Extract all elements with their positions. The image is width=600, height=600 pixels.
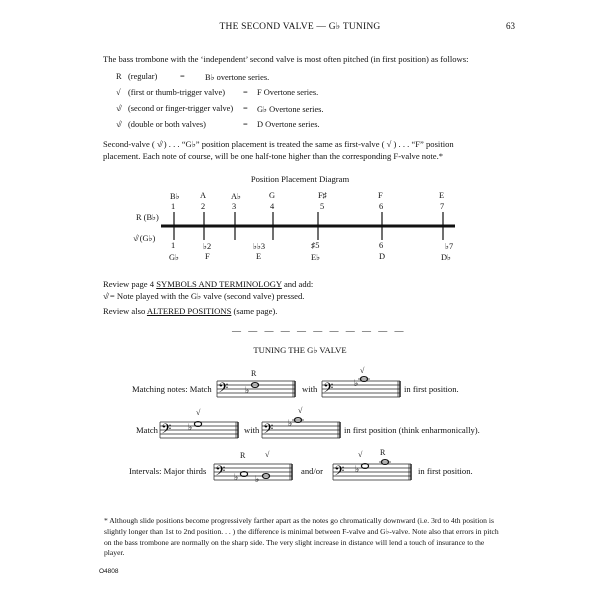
bottom-position: 1 (171, 241, 176, 250)
valve-row-symbol: √ (116, 88, 121, 97)
valve-row-eq: = (180, 72, 185, 81)
review-text: Review also (103, 306, 147, 316)
valve-row-label: (regular) (128, 72, 158, 81)
svg-text:♭: ♭ (255, 475, 260, 485)
top-position: 6 (379, 202, 384, 211)
svg-text:♭: ♭ (355, 465, 360, 475)
staff-example-2b (262, 416, 342, 446)
symbols-terminology-link[interactable]: SYMBOLS AND TERMINOLOGY (156, 279, 282, 289)
review-line-1 (103, 278, 313, 290)
top-position: 3 (232, 202, 237, 211)
svg-text:𝄢: 𝄢 (334, 463, 345, 482)
top-position: 5 (320, 202, 325, 211)
page-number: 63 (506, 21, 515, 31)
valve-row-symbol: R (116, 72, 122, 81)
example-2-label: Match (136, 425, 158, 435)
mark-valve: √ (298, 406, 303, 415)
svg-text:♭: ♭ (188, 423, 193, 433)
example-3-andor: and/or (301, 466, 323, 476)
row-label-gflat: √̸ (G♭) (133, 234, 156, 243)
valve-row-series: B♭ overtone series. (205, 73, 270, 82)
svg-text:𝄢: 𝄢 (323, 380, 334, 399)
top-position: 2 (201, 202, 206, 211)
section-divider: — — — — — — — — — — — (232, 326, 406, 336)
top-note: G (269, 191, 276, 200)
bottom-note: E (256, 252, 262, 261)
review-text: Review page 4 (103, 279, 157, 289)
second-valve-line-2: placement. Each note of course, will be one half-tone higher than the corresponding F-valve note.* (103, 151, 444, 161)
publisher-code: O4808 (99, 568, 119, 575)
example-1-label: Matching notes: Match (132, 384, 212, 394)
top-position: 4 (270, 202, 275, 211)
valve-row-eq: = (243, 104, 248, 113)
svg-text:𝄢: 𝄢 (263, 421, 274, 440)
top-position: 7 (440, 202, 445, 211)
review-line-2: √̸ = Note played with the G♭ valve (second valve) pressed. (103, 291, 305, 301)
example-3-label: Intervals: Major thirds (129, 466, 207, 476)
example-1-after: in first position. (404, 384, 459, 394)
top-note: E (439, 191, 445, 200)
valve-row-series: G♭ Overtone series. (257, 105, 324, 114)
valve-row-label: (second or finger-trigger valve) (128, 104, 234, 113)
valve-row-symbol: √̸ (116, 104, 121, 113)
review-text: and add: (281, 279, 314, 289)
top-note: A (200, 191, 207, 200)
altered-positions-link[interactable]: ALTERED POSITIONS (146, 306, 232, 316)
mark-regular: R (251, 369, 257, 378)
staff-example-1b (322, 375, 402, 405)
mark-valve: √ (358, 450, 363, 459)
svg-text:♭: ♭ (354, 379, 359, 389)
svg-text:♭: ♭ (288, 419, 293, 429)
example-3-after: in first position. (418, 466, 473, 476)
row-label-r: R (B♭) (136, 213, 159, 222)
staff-example-2a (160, 416, 240, 446)
bottom-note: E♭ (311, 253, 321, 262)
bottom-note: F (205, 252, 210, 261)
bottom-position: ♭7 (445, 242, 454, 251)
valve-row-eq: = (243, 88, 248, 97)
top-note: F (378, 191, 383, 200)
footnote: * Although slide positions become progressively farther apart as the notes go chromatically downward (i.e. 3rd to 4th position is slightly longer than 1st to 2nd position. . . ) the difference is minimal between F-valve and G♭-valve. Note also that errors in pitch on the bass trombone are normally on the sharp side. The very slight increase in distance will lend a touch of insurance to the player. (104, 516, 499, 558)
svg-text:♭: ♭ (245, 386, 250, 396)
top-note: B♭ (170, 192, 180, 201)
bottom-position: ♭♭3 (253, 242, 266, 251)
example-2-with: with (244, 425, 260, 435)
valve-row-eq: = (243, 120, 248, 129)
intro-text: The bass trombone with the ‘independent’ second valve is most often pitched (in first position) as follows: (103, 54, 469, 64)
top-position: 1 (171, 202, 176, 211)
mark-regular: R (380, 448, 386, 457)
valve-row-series: D Overtone series. (257, 120, 320, 129)
page-title: THE SECOND VALVE — G♭ TUNING (219, 22, 381, 32)
example-2-after: in first position (think enharmonically). (344, 425, 480, 435)
mark-valve: √ (360, 366, 365, 375)
mark-valve: √ (265, 450, 270, 459)
review-line-3 (103, 305, 277, 317)
svg-text:𝄢: 𝄢 (161, 421, 172, 440)
bottom-note: G♭ (169, 253, 179, 262)
svg-text:𝄢: 𝄢 (215, 463, 226, 482)
bottom-note: D (379, 252, 386, 261)
top-note: A♭ (231, 192, 241, 201)
review-text: (same page). (231, 306, 278, 316)
valve-row-symbol: √̸ (116, 120, 121, 129)
position-diagram (0, 190, 600, 270)
valve-row-label: (first or thumb-trigger valve) (128, 88, 225, 97)
valve-row-series: F Overtone series. (257, 88, 319, 97)
tuning-heading: TUNING THE G♭ VALVE (253, 345, 347, 355)
top-note: F♯ (318, 191, 327, 200)
bottom-note: D♭ (441, 253, 451, 262)
svg-text:♭: ♭ (234, 473, 239, 483)
bottom-position: 6 (379, 241, 384, 250)
diagram-title: Position Placement Diagram (250, 174, 350, 184)
bottom-position: ♭2 (203, 242, 212, 251)
mark-regular: R (240, 451, 246, 460)
mark-valve: √ (196, 408, 201, 417)
svg-text:𝄢: 𝄢 (218, 380, 229, 399)
example-1-with: with (302, 384, 318, 394)
valve-row-label: (double or both valves) (128, 120, 206, 129)
bottom-position: ♯5 (311, 241, 320, 250)
second-valve-line-1: Second-valve ( √̸ ) . . . “G♭” position placement is treated the same as first-valve ( √ ) . . . “F” position (103, 139, 454, 149)
staff-example-1a (217, 375, 297, 405)
staff-example-3a (214, 458, 294, 488)
staff-example-3b (333, 458, 413, 488)
